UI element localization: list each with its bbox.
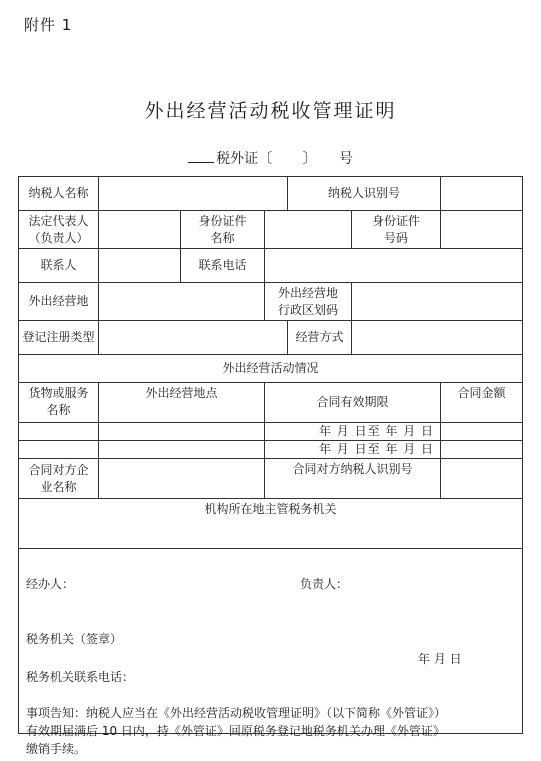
amount-field-1[interactable]	[441, 423, 523, 441]
taxpayer-id-label: 纳税人识别号	[288, 177, 441, 211]
goods-field-1[interactable]	[19, 423, 99, 441]
legal-rep-field[interactable]	[99, 211, 181, 249]
contact-field[interactable]	[99, 249, 181, 283]
document-title: 外出经营活动税收管理证明	[144, 100, 397, 122]
counterparty-field[interactable]	[99, 459, 265, 499]
certificate-bracket-close: 〕	[302, 151, 317, 167]
goods-service-label: 货物或服务 名称	[19, 383, 99, 423]
certificate-prefix: 税外证〔	[216, 151, 273, 167]
signature-date: 年 月 日	[418, 652, 462, 666]
contract-amount-label: 合同金额	[441, 383, 523, 423]
handler-label: 经办人：	[26, 577, 75, 591]
taxpayer-id-field[interactable]	[441, 177, 523, 211]
contact-label: 联系人	[19, 249, 99, 283]
out-location-label: 外出经营地	[19, 283, 99, 321]
certificate-number-line	[0, 148, 541, 168]
biz-mode-field[interactable]	[352, 321, 523, 355]
out-location-field[interactable]	[99, 283, 265, 321]
goods-field-2[interactable]	[19, 441, 99, 459]
id-number-label: 身份证件 号码	[352, 211, 441, 249]
id-type-field[interactable]	[265, 211, 352, 249]
tax-authority-heading: 机构所在地主管税务机关	[19, 499, 523, 549]
tax-office-phone-label: 税务机关联系电话：	[26, 670, 135, 684]
certificate-blank	[188, 162, 214, 163]
id-type-label: 身份证件 名称	[181, 211, 265, 249]
responsible-label: 负责人：	[300, 577, 349, 591]
reg-type-label: 登记注册类型	[19, 321, 99, 355]
contract-period-label: 合同有效期限	[265, 383, 441, 423]
taxpayer-name-label: 纳税人名称	[19, 177, 99, 211]
taxpayer-name-field[interactable]	[99, 177, 288, 211]
activity-section-heading: 外出经营活动情况	[19, 355, 523, 383]
legal-rep-label: 法定代表人 （负责人）	[19, 211, 99, 249]
out-region-label: 外出经营地 行政区划码	[265, 283, 352, 321]
id-number-field[interactable]	[441, 211, 523, 249]
contact-phone-field[interactable]	[265, 249, 523, 283]
counterparty-id-field[interactable]	[441, 459, 523, 499]
counterparty-id-label: 合同对方纳税人识别号	[265, 459, 441, 499]
amount-field-2[interactable]	[441, 441, 523, 459]
address-field-1[interactable]	[99, 423, 265, 441]
reg-type-field[interactable]	[99, 321, 288, 355]
tax-office-seal-label: 税务机关（签章）	[26, 632, 123, 646]
attachment-label: 附件 1	[24, 16, 73, 34]
out-region-field[interactable]	[352, 283, 523, 321]
contract-date-range-2[interactable]: 年 月 日至 年 月 日	[265, 441, 441, 459]
out-address-label: 外出经营地点	[99, 383, 265, 423]
certificate-suffix: 号	[338, 151, 353, 167]
notice-line-3: 缴销手续。	[26, 742, 87, 756]
counterparty-label: 合同对方企 业名称	[19, 459, 99, 499]
biz-mode-label: 经营方式	[288, 321, 352, 355]
notice-line-2: 有效期届满后 10 日内，持《外管证》回原税务登记地税务机关办理《外管证》	[26, 724, 445, 738]
address-field-2[interactable]	[99, 441, 265, 459]
notice-line-1: 事项告知：纳税人应当在《外出经营活动税收管理证明》（以下简称《外管证》）	[26, 706, 447, 720]
contract-date-range-1[interactable]: 年 月 日至 年 月 日	[265, 423, 441, 441]
contact-phone-label: 联系电话	[181, 249, 265, 283]
